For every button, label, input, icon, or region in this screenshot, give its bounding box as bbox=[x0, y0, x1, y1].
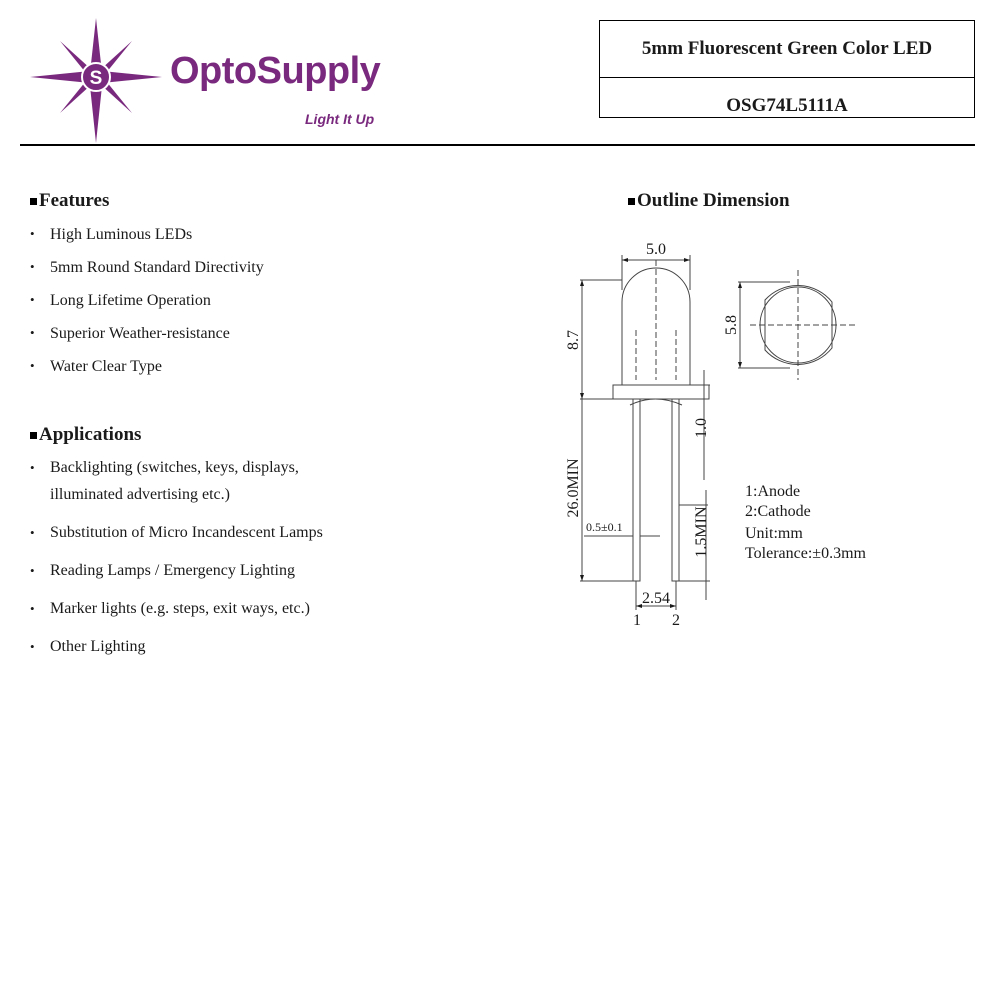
dim-lead-min: 1.5MIN bbox=[693, 506, 710, 558]
brand-tagline: Light It Up bbox=[305, 111, 375, 127]
square-bullet-icon bbox=[30, 198, 37, 205]
pin-1-number: 1 bbox=[633, 612, 641, 629]
list-item: • Substitution of Micro Incandescent Lamps bbox=[30, 519, 380, 546]
header-divider bbox=[20, 144, 975, 146]
tolerance-label: Tolerance:±0.3mm bbox=[745, 545, 866, 562]
part-number: OSG74L5111A bbox=[726, 95, 848, 116]
list-item: • Other Lighting bbox=[30, 633, 330, 660]
led-flange bbox=[613, 385, 709, 399]
dim-diameter: 5.8 bbox=[723, 315, 740, 335]
list-item: • Reading Lamps / Emergency Lighting bbox=[30, 557, 380, 584]
svg-text:S: S bbox=[89, 68, 103, 89]
pin-1-label: 1:Anode bbox=[745, 483, 801, 500]
dim-lead-length: 26.0MIN bbox=[565, 458, 582, 518]
pin-2-label: 2:Cathode bbox=[745, 503, 811, 520]
dim-height: 8.7 bbox=[565, 330, 582, 350]
features-list bbox=[30, 226, 264, 391]
unit-label: Unit:mm bbox=[745, 525, 803, 542]
features-heading: Features bbox=[30, 190, 109, 212]
lead-anode bbox=[633, 399, 640, 581]
list-item: • Long Lifetime Operation bbox=[30, 292, 264, 325]
list-item: • Backlighting (switches, keys, displays, illuminated advertising etc.) bbox=[30, 454, 330, 508]
list-item: • 5mm Round Standard Directivity bbox=[30, 259, 264, 292]
list-item: • Superior Weather-resistance bbox=[30, 325, 264, 358]
list-item: • Marker lights (e.g. steps, exit ways, etc.) bbox=[30, 595, 380, 622]
list-item: • High Luminous LEDs bbox=[30, 226, 264, 259]
product-title: 5mm Fluorescent Green Color LED bbox=[600, 21, 974, 78]
dim-flange: 1.0 bbox=[693, 418, 710, 438]
led-outline-drawing bbox=[560, 230, 900, 640]
applications-heading: Applications bbox=[30, 424, 141, 446]
list-item: • Water Clear Type bbox=[30, 358, 264, 391]
dim-pitch: 2.54 bbox=[642, 590, 670, 607]
outline-heading: Outline Dimension bbox=[628, 190, 790, 212]
applications-list bbox=[30, 454, 330, 671]
lead-cathode bbox=[672, 399, 679, 581]
pin-2-number: 2 bbox=[672, 612, 680, 629]
title-box bbox=[599, 20, 975, 118]
brand-name: OptoSupply bbox=[170, 50, 381, 92]
dim-lead-width: 0.5±0.1 bbox=[586, 520, 623, 534]
square-bullet-icon bbox=[628, 198, 635, 205]
dim-width: 5.0 bbox=[646, 241, 666, 258]
square-bullet-icon bbox=[30, 432, 37, 439]
